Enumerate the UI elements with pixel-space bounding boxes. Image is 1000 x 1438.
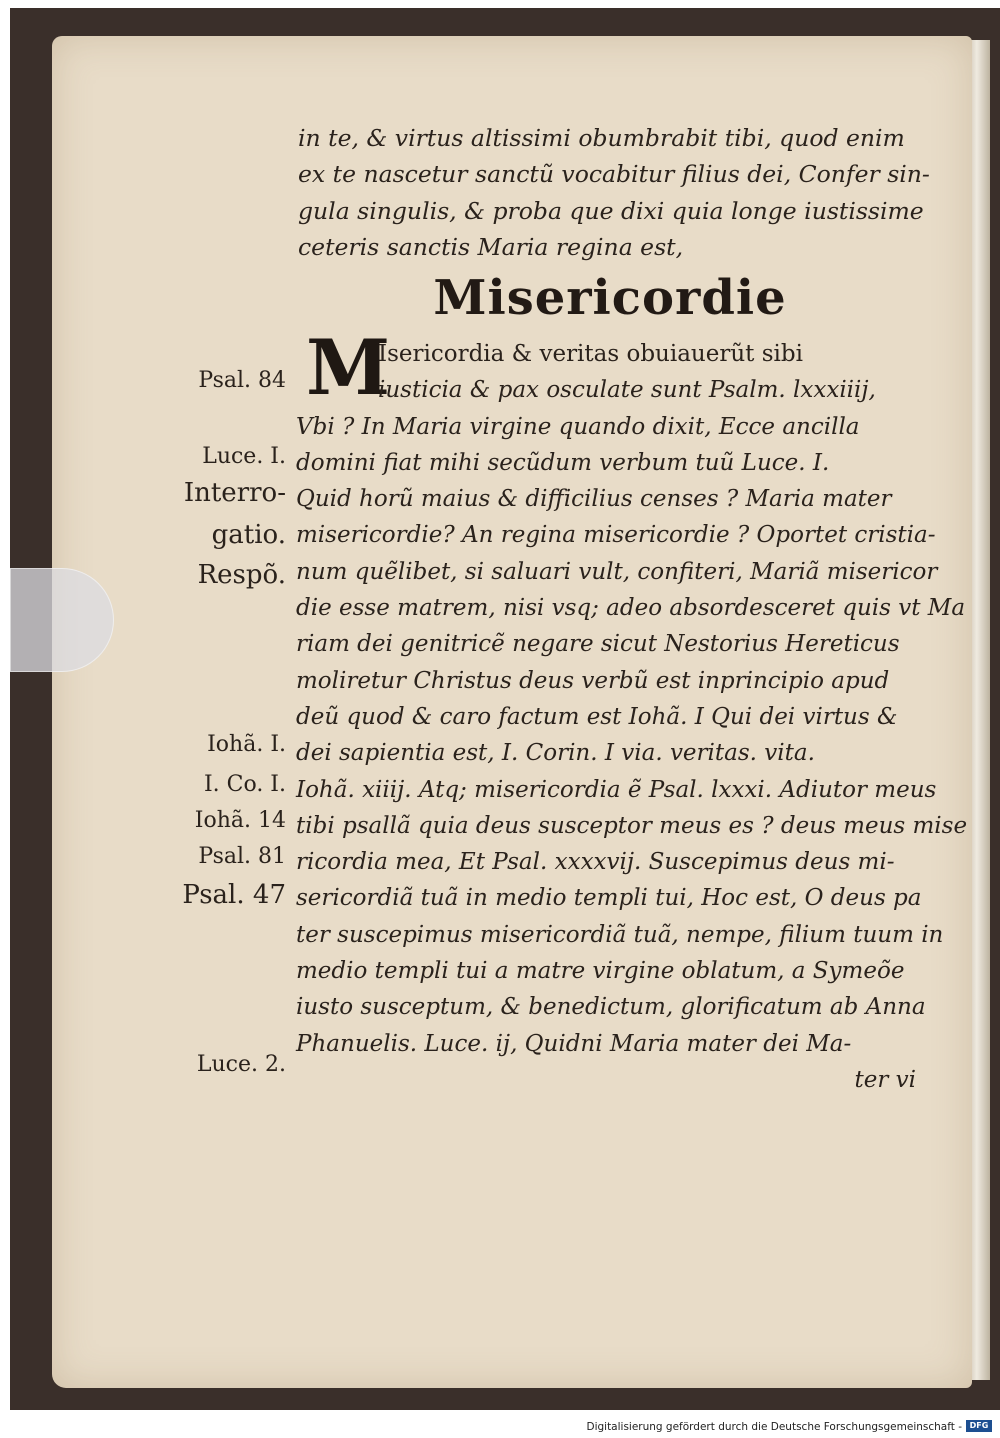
margin-note-co1: I. Co. I. xyxy=(203,772,286,797)
margin-note-ioha14: Iohã. 14 xyxy=(194,808,286,833)
text-line: Isericordia & veritas obuiauerũt sibi xyxy=(378,341,803,367)
text-line: sericordiã tuã in medio templi tui, Hoc est, O deus pa xyxy=(296,885,922,912)
section-heading: Misericordie xyxy=(433,270,787,326)
text-line: ricordia mea, Et Psal. xxxxvij. Suscepimus deus mi- xyxy=(296,849,895,876)
margin-note-luce2: Luce. 2. xyxy=(196,1052,286,1077)
text-line: ter suscepimus misericordiã tuã, nempe, filium tuum in xyxy=(296,921,944,948)
margin-note-ioha1: Iohã. I. xyxy=(207,732,286,757)
footer-bar xyxy=(0,1416,1000,1438)
text-line: medio templi tui a matre virgine oblatum, a Symeõe xyxy=(296,958,905,985)
text-line: riam dei genitricẽ negare sicut Nestorius Hereticus xyxy=(296,631,900,658)
text-line: tibi psallã quia deus susceptor meus es ? deus meus mise xyxy=(296,812,968,839)
dfg-logo-icon: DFG xyxy=(966,1420,992,1432)
text-line: Phanuelis. Luce. ij, Quidni Maria mater dei Ma- xyxy=(296,1030,852,1057)
text-line: deũ quod & caro factum est Iohã. I Qui dei virtus & xyxy=(296,703,898,730)
margin-note-respo: Respõ. xyxy=(197,560,286,590)
margin-note-gatio: gatio. xyxy=(211,520,286,550)
text-line: iusticia & pax osculate sunt Psalm. lxxxiiij, xyxy=(378,377,876,404)
top-paragraph xyxy=(298,120,930,265)
initial-letter: M xyxy=(306,323,391,412)
text-line: dei sapientia est, I. Corin. I via. veritas. vita. xyxy=(296,740,815,767)
page-clip xyxy=(10,568,114,672)
text-line: Vbi ? In Maria virgine quando dixit, Ecce ancilla xyxy=(296,413,860,440)
margin-note-psal81: Psal. 81 xyxy=(198,844,286,869)
text-line: ex te nascetur sanctũ vocabitur filius dei, Confer sin- xyxy=(298,160,930,189)
catchword: ter vi xyxy=(854,1066,916,1093)
text-line: in te, & virtus altissimi obumbrabit tibi, quod enim xyxy=(298,124,905,152)
text-line: die esse matrem, nisi vsq; adeo absordesceret quis vt Ma xyxy=(296,595,966,622)
text-line: ceteris sanctis Maria regina est, xyxy=(298,232,684,261)
margin-note-interrogatio: Interro- xyxy=(183,478,286,508)
text-line: iusto susceptum, & benedictum, glorificatum ab Anna xyxy=(296,994,926,1021)
margin-note-psal47: Psal. 47 xyxy=(182,880,286,910)
footer-credit: Digitalisierung gefördert durch die Deutsche Forschungsgemeinschaft - xyxy=(586,1421,962,1433)
text-line: domini fiat mihi secũdum verbum tuũ Luce. I. xyxy=(296,449,830,476)
text-line: moliretur Christus deus verbũ est inprincipio apud xyxy=(296,667,890,694)
text-line: gula singulis, & proba que dixi quia longe iustissime xyxy=(298,196,924,225)
margin-note-luce1: Luce. I. xyxy=(202,444,286,469)
main-paragraph xyxy=(296,336,968,1098)
text-line: Quid horũ maius & difficilius censes ? Maria mater xyxy=(296,486,892,513)
text-line: misericordie? An regina misericordie ? Oportet cristia- xyxy=(296,522,936,549)
margin-note-psal84: Psal. 84 xyxy=(198,368,286,393)
text-line: Iohã. xiiij. Atq; misericordia ẽ Psal. lxxxi. Adiutor meus xyxy=(296,776,937,803)
text-line: num quẽlibet, si saluari vult, confiteri, Mariã misericor xyxy=(296,558,938,585)
